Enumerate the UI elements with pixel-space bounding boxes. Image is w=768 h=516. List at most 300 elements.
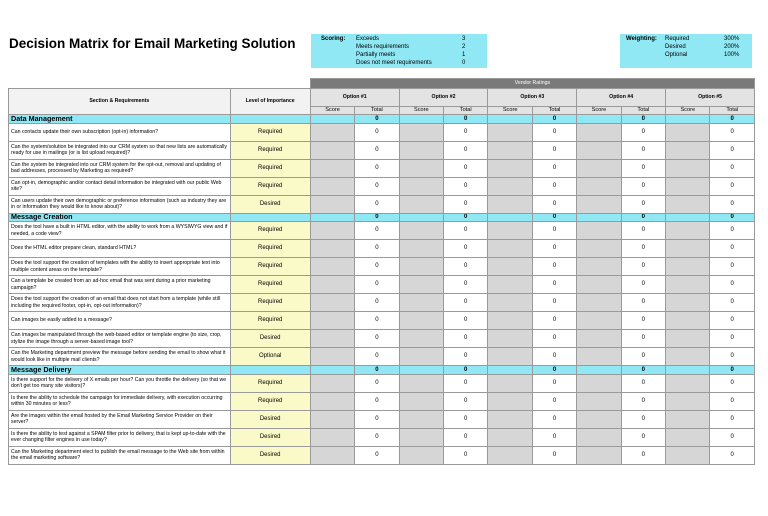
scoring-label: Scoring: <box>321 36 346 42</box>
score-input-cell[interactable] <box>666 240 710 258</box>
score-input-cell[interactable] <box>666 312 710 330</box>
total-cell: 0 <box>355 177 399 195</box>
total-cell: 0 <box>355 294 399 312</box>
importance-level-cell[interactable]: Required <box>230 374 310 392</box>
total-cell: 0 <box>444 428 488 446</box>
score-input-cell[interactable] <box>399 446 443 464</box>
requirement-text: Can the system/solution be integrated into our CRM system so that new lists are automatically ready for use in mailings (or is list upload required)? <box>9 141 231 159</box>
score-input-cell[interactable] <box>310 330 354 348</box>
total-cell: 0 <box>355 159 399 177</box>
importance-level-cell[interactable]: Desired <box>230 330 310 348</box>
weighting-item-name: Desired <box>665 44 686 50</box>
importance-level-cell[interactable]: Desired <box>230 410 310 428</box>
section-total-cell: 0 <box>444 213 488 222</box>
requirement-row <box>9 177 755 195</box>
page-title: Decision Matrix for Email Marketing Solution <box>9 36 296 51</box>
requirement-text: Can contacts update their own subscription (opt-in) information? <box>9 123 231 141</box>
total-cell: 0 <box>532 392 576 410</box>
score-input-cell[interactable] <box>577 392 621 410</box>
importance-level-cell[interactable]: Required <box>230 294 310 312</box>
score-input-cell[interactable] <box>577 123 621 141</box>
score-input-cell[interactable] <box>488 159 532 177</box>
total-cell: 0 <box>532 410 576 428</box>
total-cell: 0 <box>532 294 576 312</box>
total-cell: 0 <box>710 222 755 240</box>
scoring-item-name: Exceeds <box>356 36 380 42</box>
total-cell: 0 <box>444 294 488 312</box>
total-cell: 0 <box>710 177 755 195</box>
score-input-cell[interactable] <box>488 330 532 348</box>
total-cell: 0 <box>621 141 665 159</box>
section-level-cell <box>230 213 310 222</box>
score-input-cell[interactable] <box>577 276 621 294</box>
requirement-row <box>9 348 755 366</box>
requirement-row <box>9 258 755 276</box>
score-input-cell[interactable] <box>399 195 443 213</box>
section-score-cell <box>310 366 354 375</box>
scoring-item-name: Does not meet requirements <box>356 60 432 66</box>
requirement-text: Can the Marketing department elect to publish the email message to the Web site from within the email marketing software? <box>9 446 231 464</box>
total-cell: 0 <box>621 410 665 428</box>
requirement-row <box>9 240 755 258</box>
total-cell: 0 <box>355 141 399 159</box>
requirement-text: Is there support for the delivery of X emails per hour? Can you throttle the delivery (so that we don't get too many site visitors)? <box>9 374 231 392</box>
score-input-cell[interactable] <box>488 294 532 312</box>
requirement-text: Can opt-in, demographic and/or contact detail information be integrated with our public Web site? <box>9 177 231 195</box>
total-cell: 0 <box>621 294 665 312</box>
total-cell: 0 <box>444 195 488 213</box>
score-input-cell[interactable] <box>666 410 710 428</box>
requirement-text: Does the tool support the creation of an email that does not start from a template (while still including the required footer, opt-in, opt-out information)? <box>9 294 231 312</box>
requirement-text: Is there the ability to test against a SPAM filter prior to delivery, that is kept up-to-date with the ever changing filter engines in use today? <box>9 428 231 446</box>
total-cell: 0 <box>621 374 665 392</box>
importance-level-cell[interactable]: Required <box>230 240 310 258</box>
score-input-cell[interactable] <box>666 195 710 213</box>
section-name: Data Management <box>9 115 231 124</box>
total-cell: 0 <box>355 330 399 348</box>
section-level-cell <box>230 115 310 124</box>
total-cell: 0 <box>532 446 576 464</box>
score-input-cell[interactable] <box>310 258 354 276</box>
total-header: Total <box>532 107 576 115</box>
importance-level-cell[interactable]: Optional <box>230 348 310 366</box>
score-input-cell[interactable] <box>399 374 443 392</box>
score-input-cell[interactable] <box>666 330 710 348</box>
score-input-cell[interactable] <box>310 141 354 159</box>
score-input-cell[interactable] <box>310 294 354 312</box>
requirement-row <box>9 446 755 464</box>
total-cell: 0 <box>621 222 665 240</box>
total-cell: 0 <box>532 159 576 177</box>
requirement-row <box>9 294 755 312</box>
score-input-cell[interactable] <box>577 159 621 177</box>
score-input-cell[interactable] <box>577 141 621 159</box>
total-cell: 0 <box>710 312 755 330</box>
total-header: Total <box>444 107 488 115</box>
score-input-cell[interactable] <box>399 428 443 446</box>
scoring-item-value: 1 <box>462 52 466 58</box>
total-cell: 0 <box>444 348 488 366</box>
total-cell: 0 <box>532 195 576 213</box>
score-input-cell[interactable] <box>577 410 621 428</box>
requirement-text: Can a template be created from an ad-hoc email that was sent during a prior marketing campaign? <box>9 276 231 294</box>
score-input-cell[interactable] <box>666 258 710 276</box>
section-total-cell: 0 <box>621 115 665 124</box>
blank-cell <box>9 79 311 89</box>
total-cell: 0 <box>444 159 488 177</box>
score-input-cell[interactable] <box>399 240 443 258</box>
score-input-cell[interactable] <box>310 222 354 240</box>
total-cell: 0 <box>710 240 755 258</box>
total-cell: 0 <box>444 222 488 240</box>
score-input-cell[interactable] <box>577 222 621 240</box>
score-input-cell[interactable] <box>488 428 532 446</box>
requirement-row <box>9 410 755 428</box>
total-cell: 0 <box>710 141 755 159</box>
score-input-cell[interactable] <box>666 141 710 159</box>
requirement-row <box>9 195 755 213</box>
score-input-cell[interactable] <box>666 428 710 446</box>
section-score-cell <box>399 213 443 222</box>
score-input-cell[interactable] <box>399 410 443 428</box>
section-total-cell: 0 <box>532 213 576 222</box>
score-input-cell[interactable] <box>666 222 710 240</box>
total-cell: 0 <box>710 348 755 366</box>
section-total-cell: 0 <box>621 366 665 375</box>
section-score-cell <box>577 115 621 124</box>
requirement-text: Does the HTML editor prepare clean, standard HTML? <box>9 240 231 258</box>
score-header: Score <box>399 107 443 115</box>
section-total-cell: 0 <box>710 213 755 222</box>
requirement-row <box>9 374 755 392</box>
total-cell: 0 <box>355 410 399 428</box>
score-input-cell[interactable] <box>488 258 532 276</box>
total-cell: 0 <box>355 392 399 410</box>
section-requirements-header: Section & Requirements <box>9 89 231 115</box>
requirement-text: Is there the ability to schedule the campaign for immediate delivery, with execution occurring within 30 minutes or less? <box>9 392 231 410</box>
score-input-cell[interactable] <box>666 159 710 177</box>
total-cell: 0 <box>710 276 755 294</box>
score-input-cell[interactable] <box>488 348 532 366</box>
total-cell: 0 <box>710 195 755 213</box>
total-cell: 0 <box>355 428 399 446</box>
importance-level-cell[interactable]: Required <box>230 276 310 294</box>
score-input-cell[interactable] <box>488 392 532 410</box>
total-cell: 0 <box>621 312 665 330</box>
total-cell: 0 <box>710 159 755 177</box>
total-cell: 0 <box>621 258 665 276</box>
score-input-cell[interactable] <box>488 123 532 141</box>
score-input-cell[interactable] <box>399 123 443 141</box>
score-input-cell[interactable] <box>577 312 621 330</box>
total-cell: 0 <box>532 428 576 446</box>
total-cell: 0 <box>621 123 665 141</box>
section-total-cell: 0 <box>710 366 755 375</box>
requirement-row <box>9 312 755 330</box>
total-cell: 0 <box>710 374 755 392</box>
score-input-cell[interactable] <box>399 348 443 366</box>
score-input-cell[interactable] <box>310 195 354 213</box>
section-row <box>9 366 755 375</box>
scoring-item-value: 0 <box>462 60 466 66</box>
weighting-item-name: Required <box>665 36 690 42</box>
option-header: Option #3 <box>488 89 577 107</box>
total-cell: 0 <box>355 123 399 141</box>
total-cell: 0 <box>621 195 665 213</box>
total-cell: 0 <box>444 312 488 330</box>
score-input-cell[interactable] <box>488 312 532 330</box>
total-cell: 0 <box>532 276 576 294</box>
total-cell: 0 <box>710 446 755 464</box>
total-cell: 0 <box>710 410 755 428</box>
total-cell: 0 <box>621 446 665 464</box>
score-input-cell[interactable] <box>399 141 443 159</box>
score-input-cell[interactable] <box>399 177 443 195</box>
total-cell: 0 <box>444 141 488 159</box>
score-input-cell[interactable] <box>577 374 621 392</box>
total-cell: 0 <box>710 258 755 276</box>
requirement-row <box>9 159 755 177</box>
score-input-cell[interactable] <box>488 410 532 428</box>
score-input-cell[interactable] <box>310 428 354 446</box>
section-level-cell <box>230 366 310 375</box>
score-input-cell[interactable] <box>399 312 443 330</box>
score-input-cell[interactable] <box>666 123 710 141</box>
weighting-item-value: 200% <box>724 44 740 50</box>
option-header-row <box>9 89 755 107</box>
section-score-cell <box>666 115 710 124</box>
section-total-cell: 0 <box>444 366 488 375</box>
total-cell: 0 <box>444 374 488 392</box>
scoring-item-name: Meets requirements <box>356 44 410 50</box>
vendor-ratings-header: Vendor Ratings <box>310 79 754 89</box>
section-score-cell <box>488 115 532 124</box>
total-cell: 0 <box>621 348 665 366</box>
score-input-cell[interactable] <box>666 177 710 195</box>
score-input-cell[interactable] <box>399 222 443 240</box>
total-cell: 0 <box>621 177 665 195</box>
importance-level-cell[interactable]: Required <box>230 222 310 240</box>
score-input-cell[interactable] <box>488 446 532 464</box>
section-total-cell: 0 <box>355 213 399 222</box>
total-cell: 0 <box>621 428 665 446</box>
score-input-cell[interactable] <box>666 348 710 366</box>
scoring-item-name: Partially meets <box>356 52 396 58</box>
total-header: Total <box>621 107 665 115</box>
section-score-cell <box>666 213 710 222</box>
section-score-cell <box>577 366 621 375</box>
score-input-cell[interactable] <box>577 446 621 464</box>
weighting-legend <box>620 34 752 68</box>
total-cell: 0 <box>355 276 399 294</box>
option-header: Option #2 <box>399 89 488 107</box>
score-input-cell[interactable] <box>577 195 621 213</box>
total-cell: 0 <box>621 276 665 294</box>
score-input-cell[interactable] <box>488 222 532 240</box>
score-input-cell[interactable] <box>310 276 354 294</box>
score-input-cell[interactable] <box>666 294 710 312</box>
score-input-cell[interactable] <box>310 312 354 330</box>
total-cell: 0 <box>444 330 488 348</box>
total-cell: 0 <box>444 240 488 258</box>
score-input-cell[interactable] <box>577 330 621 348</box>
score-input-cell[interactable] <box>310 123 354 141</box>
requirement-text: Can users update their own demographic or preference information (such as industry they are in or information they would like to know about)? <box>9 195 231 213</box>
decision-matrix-table <box>8 78 755 465</box>
requirement-row <box>9 330 755 348</box>
total-cell: 0 <box>444 410 488 428</box>
score-input-cell[interactable] <box>577 428 621 446</box>
section-score-cell <box>488 366 532 375</box>
requirement-text: Can images be easily added to a message? <box>9 312 231 330</box>
requirement-text: Can the system be integrated into our CRM system for the opt-out, removal and updating of bad addresses, processed by Marketing as required? <box>9 159 231 177</box>
score-input-cell[interactable] <box>488 195 532 213</box>
total-cell: 0 <box>355 195 399 213</box>
score-input-cell[interactable] <box>399 392 443 410</box>
requirement-text: Does the tool have a built in HTML editor, with the ability to work from a WYSIWYG view and if needed, a code view? <box>9 222 231 240</box>
importance-level-cell[interactable]: Required <box>230 123 310 141</box>
score-input-cell[interactable] <box>577 348 621 366</box>
score-input-cell[interactable] <box>310 348 354 366</box>
total-cell: 0 <box>444 258 488 276</box>
total-cell: 0 <box>621 330 665 348</box>
score-input-cell[interactable] <box>488 240 532 258</box>
score-input-cell[interactable] <box>488 374 532 392</box>
requirement-row <box>9 141 755 159</box>
total-cell: 0 <box>532 374 576 392</box>
section-score-cell <box>310 213 354 222</box>
score-input-cell[interactable] <box>577 294 621 312</box>
section-score-cell <box>399 366 443 375</box>
section-score-cell <box>666 366 710 375</box>
total-cell: 0 <box>710 330 755 348</box>
score-input-cell[interactable] <box>666 374 710 392</box>
score-input-cell[interactable] <box>310 446 354 464</box>
requirement-text: Can the Marketing department preview the message before sending the email to show what it would look like in multiple mail clients? <box>9 348 231 366</box>
total-cell: 0 <box>710 294 755 312</box>
score-header: Score <box>488 107 532 115</box>
score-header: Score <box>577 107 621 115</box>
level-of-importance-header: Level of Importance <box>230 89 310 115</box>
section-total-cell: 0 <box>355 366 399 375</box>
score-input-cell[interactable] <box>666 446 710 464</box>
total-cell: 0 <box>532 141 576 159</box>
total-cell: 0 <box>444 446 488 464</box>
section-score-cell <box>399 115 443 124</box>
scoring-item-value: 3 <box>462 36 466 42</box>
total-cell: 0 <box>621 159 665 177</box>
weighting-item-value: 300% <box>724 36 740 42</box>
score-input-cell[interactable] <box>488 177 532 195</box>
importance-level-cell[interactable]: Required <box>230 312 310 330</box>
weighting-item-value: 100% <box>724 52 740 58</box>
section-name: Message Creation <box>9 213 231 222</box>
total-cell: 0 <box>355 312 399 330</box>
requirement-row <box>9 428 755 446</box>
score-input-cell[interactable] <box>666 392 710 410</box>
importance-level-cell[interactable]: Required <box>230 177 310 195</box>
importance-level-cell[interactable]: Desired <box>230 428 310 446</box>
total-cell: 0 <box>355 348 399 366</box>
option-header: Option #1 <box>310 89 399 107</box>
score-header: Score <box>310 107 354 115</box>
total-cell: 0 <box>532 348 576 366</box>
section-score-cell <box>488 213 532 222</box>
section-name: Message Delivery <box>9 366 231 375</box>
score-input-cell[interactable] <box>488 141 532 159</box>
requirement-text: Are the images within the email hosted by the Email Marketing Service Provider on their server? <box>9 410 231 428</box>
total-header: Total <box>710 107 755 115</box>
section-row <box>9 115 755 124</box>
total-cell: 0 <box>355 258 399 276</box>
option-header: Option #4 <box>577 89 666 107</box>
total-cell: 0 <box>532 240 576 258</box>
section-total-cell: 0 <box>444 115 488 124</box>
score-input-cell[interactable] <box>577 177 621 195</box>
score-input-cell[interactable] <box>310 159 354 177</box>
score-input-cell[interactable] <box>488 276 532 294</box>
section-total-cell: 0 <box>710 115 755 124</box>
section-score-cell <box>310 115 354 124</box>
importance-level-cell[interactable]: Required <box>230 159 310 177</box>
total-cell: 0 <box>444 392 488 410</box>
total-cell: 0 <box>532 312 576 330</box>
requirement-row <box>9 222 755 240</box>
total-cell: 0 <box>532 258 576 276</box>
section-score-cell <box>577 213 621 222</box>
total-cell: 0 <box>444 123 488 141</box>
score-input-cell[interactable] <box>310 177 354 195</box>
score-input-cell[interactable] <box>399 258 443 276</box>
section-total-cell: 0 <box>621 213 665 222</box>
section-total-cell: 0 <box>532 366 576 375</box>
total-cell: 0 <box>355 240 399 258</box>
requirement-text: Can images be manipulated through the web-based editor or template engine (to size, crop, stylize the image through a server-based image tool? <box>9 330 231 348</box>
importance-level-cell[interactable]: Required <box>230 392 310 410</box>
importance-level-cell[interactable]: Desired <box>230 446 310 464</box>
option-header: Option #5 <box>666 89 755 107</box>
score-input-cell[interactable] <box>310 392 354 410</box>
total-cell: 0 <box>532 222 576 240</box>
score-input-cell[interactable] <box>666 276 710 294</box>
importance-level-cell[interactable]: Required <box>230 258 310 276</box>
importance-level-cell[interactable]: Desired <box>230 195 310 213</box>
section-row <box>9 213 755 222</box>
total-cell: 0 <box>710 123 755 141</box>
importance-level-cell[interactable]: Required <box>230 141 310 159</box>
score-input-cell[interactable] <box>310 240 354 258</box>
section-total-cell: 0 <box>532 115 576 124</box>
scoring-legend <box>311 34 487 68</box>
total-cell: 0 <box>444 177 488 195</box>
score-input-cell[interactable] <box>310 374 354 392</box>
score-input-cell[interactable] <box>399 330 443 348</box>
total-cell: 0 <box>621 392 665 410</box>
requirement-row <box>9 392 755 410</box>
score-input-cell[interactable] <box>399 294 443 312</box>
score-input-cell[interactable] <box>577 240 621 258</box>
score-input-cell[interactable] <box>399 276 443 294</box>
total-cell: 0 <box>710 428 755 446</box>
score-input-cell[interactable] <box>399 159 443 177</box>
total-cell: 0 <box>355 446 399 464</box>
total-header: Total <box>355 107 399 115</box>
weighting-label: Weighting: <box>626 36 657 42</box>
score-header: Score <box>666 107 710 115</box>
score-input-cell[interactable] <box>310 410 354 428</box>
weighting-item-name: Optional <box>665 52 688 58</box>
score-input-cell[interactable] <box>577 258 621 276</box>
